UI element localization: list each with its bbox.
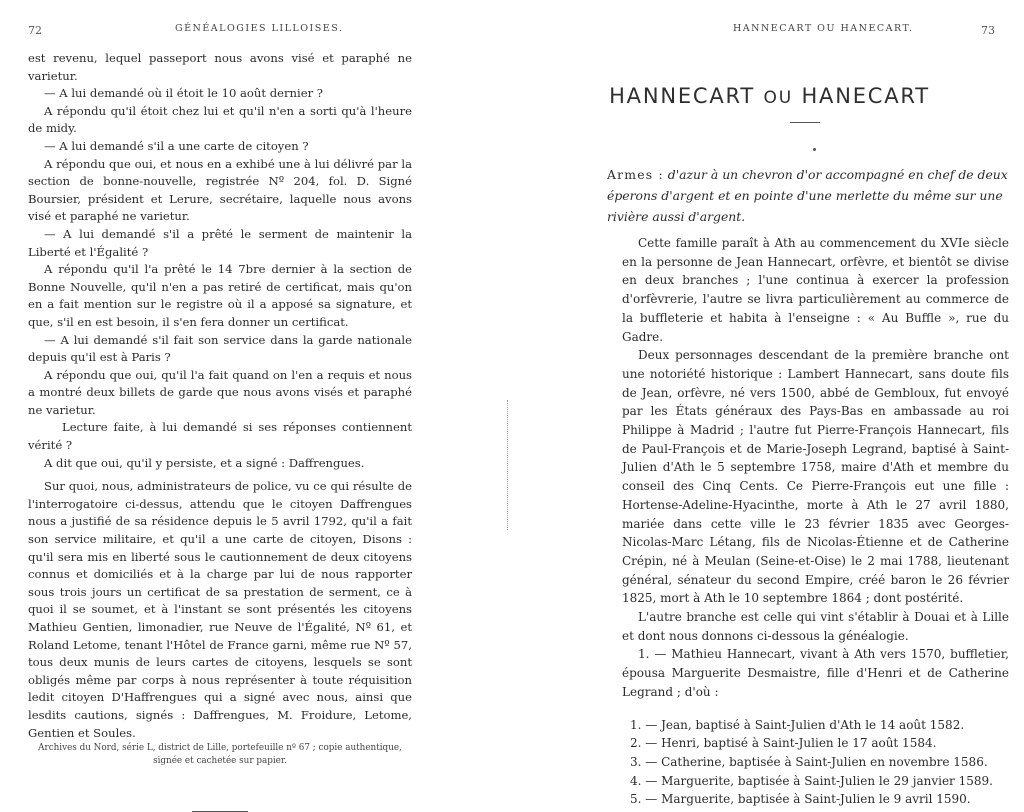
list-item: 2. — Henri, baptisé à Saint-Julien le 17 août 1584. [630, 736, 937, 751]
paragraph: A répondu qu'il étoit chez lui et qu'il n'en a sorti qu'à l'heure de midy. [28, 103, 412, 136]
list-item: 5. — Marguerite, baptisée à Saint-Julien le 9 avril 1590. [630, 792, 971, 807]
paragraph: L'autre branche est celle qui vint s'établir à Douai et à Lille et dont nous donnons ci-dessous la généalogie. [622, 610, 1009, 643]
title-rule [790, 122, 820, 123]
title-second: HANECART [801, 84, 930, 108]
paragraph: Cette famille paraît à Ath au commencement du XVIe siècle en la personne de Jean Hannecart, orfèvre, et bientôt se divise en deux branches ; l'une continua à exercer la profession d'orfèvrerie, l'autre se livra particulièrement au commerce de la buffleterie et habita à l'enseigne : « Au Buffle », rue du Gadre. [622, 236, 1009, 344]
arms-label: Armes : [607, 167, 664, 182]
right-body-text [622, 234, 1009, 809]
page-number: 72 [28, 24, 42, 37]
left-page [0, 0, 505, 766]
source-note: Archives du Nord, série L, district de Lille, portefeuille nº 67 ; copie authentique, signée et cachetée sur papier. [38, 743, 402, 766]
paragraph: A dit que oui, qu'il y persiste, et a signé : Daffrengues. [44, 455, 365, 470]
paragraph: 1. — Mathieu Hannecart, vivant à Ath vers 1570, buffletier, épousa Marguerite Desmaistre, fille d'Henri et de Catherine Legrand ; d'où : [622, 647, 1009, 699]
right-page [515, 0, 1024, 807]
paragraph: A répondu qu'il l'a prêté le 14 7bre dernier à la section de Bonne Nouvelle, qu'il n'en a pas retiré de certificat, mais qu'on en a fait mention sur le registre où il a apposé sa signature, et que, s'il en est besoin, il s'en fera donner un certificat. [28, 262, 412, 329]
list-item: 3. — Catherine, baptisée à Saint-Julien en novembre 1586. [630, 754, 988, 769]
running-head: HANNECART OU HANECART. [733, 23, 914, 34]
children-list [622, 716, 1009, 810]
paragraph: A répondu que oui, qu'il l'a fait quand on l'en a requis et nous a montré deux billets de garde que nous avons visés et paraphé ne varietur. [28, 367, 412, 417]
paragraph: — A lui demandé où il étoit le 10 août dernier ? [44, 86, 324, 101]
ornament-dot [813, 148, 816, 151]
left-body-text [28, 50, 412, 812]
page-number: 73 [981, 24, 995, 37]
paragraph: Sur quoi, nous, administrateurs de police, vu ce qui résulte de l'interrogatoire ci-dessus, attendu que le citoyen Daffrengues nous a justifié de sa résidence depuis le 5 avril 1792, qu'il a fait son service militaire, et qu'il a une carte de citoyen, Disons : qu'il sera mis en liberté sous le cautionnement de deux citoyens connus et domiciliés et à la charge par lui de nous rapporter sous trois jours un certificat de sa prestation de serment, ce à quoi il se soumet, et à l'instant se sont présentés les citoyens Mathieu Gentien, limonadier, rue Neuve de l'Égalité, Nº 61, et Roland Letome, tenant l'Hôtel de France garni, même rue Nº 57, tous deux munis de leurs cartes de citoyens, lesquels se sont obligés même par corps à nous représenter à toute réquisition ledit citoyen D'Haffrengues qui a signé avec nous, ainsi que lesdits cautions, signés : Daffrengues, M. Froidure, Letome, Gentien et Soules. [28, 479, 412, 740]
arms-text: d'azur à un chevron d'or accompagné en chef de deux éperons d'argent et en pointe d'une merlette du même sur une rivière aussi d'argent. [607, 167, 1008, 224]
arms-description [607, 164, 1009, 227]
page-gutter [507, 400, 512, 530]
title-main: HANNECART [609, 84, 756, 108]
list-item: 4. — Marguerite, baptisée à Saint-Julien le 29 janvier 1589. [630, 773, 993, 788]
paragraph: — A lui demandé s'il a une carte de citoyen ? [44, 138, 309, 153]
list-item: 1. — Jean, baptisé à Saint-Julien d'Ath le 14 août 1582. [630, 717, 965, 732]
paragraph: Deux personnages descendant de la première branche ont une notoriété historique : Lambert Hannecart, sans doute fils de Jean, orfèvre, né vers 1500, abbé de Gembloux, fut envoyé par les États généraux des Pays-Bas en ambassade au roi Philippe à Madrid ; l'autre fut Pierre-François Hannecart, fils de Paul-François et de Marie-Joseph Legrand, baptisé à Saint-Julien d'Ath le 5 septembre 1758, maire d'Ath et membre du conseil des Cinq Cents. Ce Pierre-François eut une fille : Hortense-Adeline-Hyacinthe, morte à Ath le 27 avril 1880, mariée dans cette ville le 23 février 1835 avec Georges-Nicolas-Marc Létang, fils de Nicolas-Étienne et de Catherine Crépin, né à Meulan (Seine-et-Oise) le 2 mai 1788, lieutenant général, sénateur du second Empire, créé baron le 26 février 1825, mort à Ath le 10 septembre 1864 ; dont postérité. [622, 348, 1009, 606]
paragraph: Lecture faite, à lui demandé si ses réponses contiennent vérité ? [28, 420, 412, 453]
running-head: GÉNÉALOGIES LILLOISES. [175, 23, 344, 34]
paragraph: A répondu que oui, et nous en a exhibé une à lui délivré par la section de bonne-nouvelle, registrée Nº 204, fol. D. Signé Boursier, président et Lerure, secrétaire, laquelle nous avons visé et paraphé ne varietur. [28, 156, 412, 224]
paragraph: est revenu, lequel passeport nous avons visé et paraphé ne varietur. [28, 51, 412, 83]
title-conjunction: OU [763, 88, 793, 108]
paragraph: — A lui demandé s'il a prêté le serment de maintenir la Liberté et l'Égalité ? [28, 226, 412, 259]
paragraph: — A lui demandé s'il fait son service dans la garde nationale depuis qu'il est à Paris ? [28, 332, 412, 365]
page-title [515, 84, 1024, 108]
